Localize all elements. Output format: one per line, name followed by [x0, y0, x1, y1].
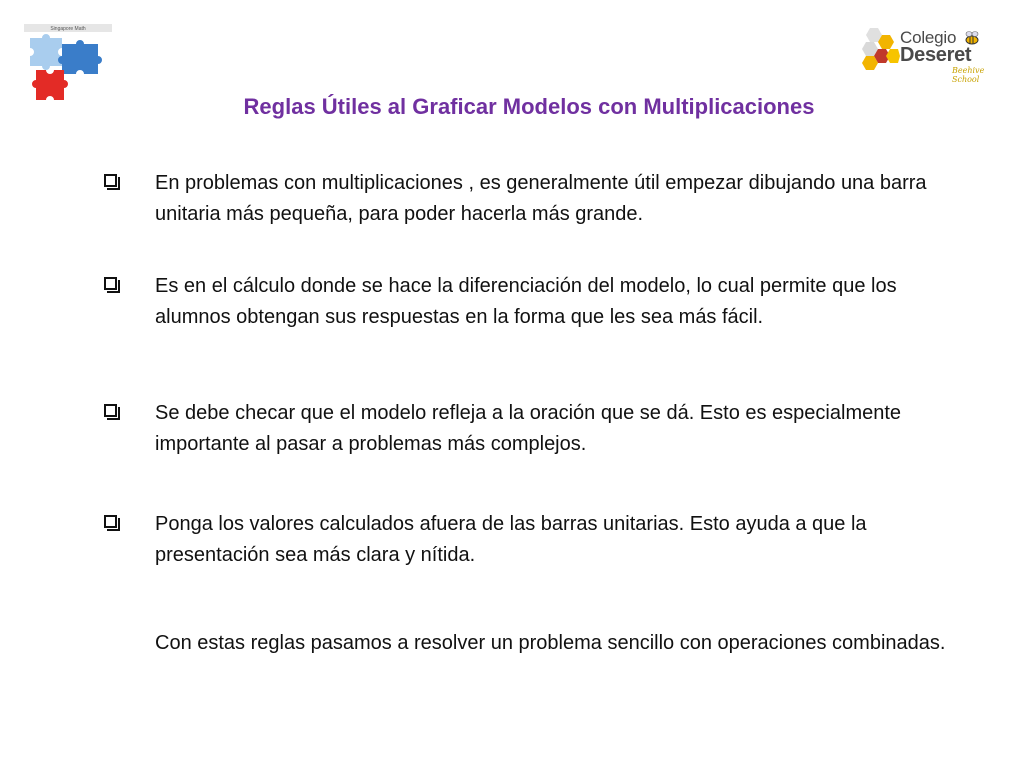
slide-title: Reglas Útiles al Graficar Modelos con Multiplicaciones: [243, 94, 815, 119]
checkbox-bullet-icon: [104, 277, 117, 290]
honeycomb-icon: [860, 26, 900, 70]
colegio-deseret-logo: [860, 26, 1005, 84]
school-tagline: Beehive School: [952, 66, 985, 84]
closing-text: Con estas reglas pasamos a resolver un problema sencillo con operaciones combinadas.: [155, 632, 946, 654]
checkbox-bullet-icon: [104, 404, 117, 417]
svg-text:Singapore Math: Singapore Math: [50, 26, 86, 32]
school-name-line2: Deseret: [900, 44, 972, 66]
bullet-text: Ponga los valores calculados afuera de las barras unitarias. Esto ayuda a que la presentación sea más clara y nítida.: [155, 513, 867, 566]
bullet-text: En problemas con multiplicaciones , es generalmente útil empezar dibujando una barra unitaria más pequeña, para poder hacerla más grande.: [155, 172, 927, 225]
checkbox-bullet-icon: [104, 515, 117, 528]
bullet-text: Es en el cálculo donde se hace la diferenciación del modelo, lo cual permite que los alumnos obtengan sus respuestas en la forma que les sea más fácil.: [155, 275, 897, 328]
bullet-text: Se debe checar que el modelo refleja a la oración que se dá. Esto es especialmente importante al pasar a problemas más complejos.: [155, 402, 902, 455]
school-name-line1: Colegio: [900, 28, 957, 47]
checkbox-bullet-icon: [104, 174, 117, 187]
